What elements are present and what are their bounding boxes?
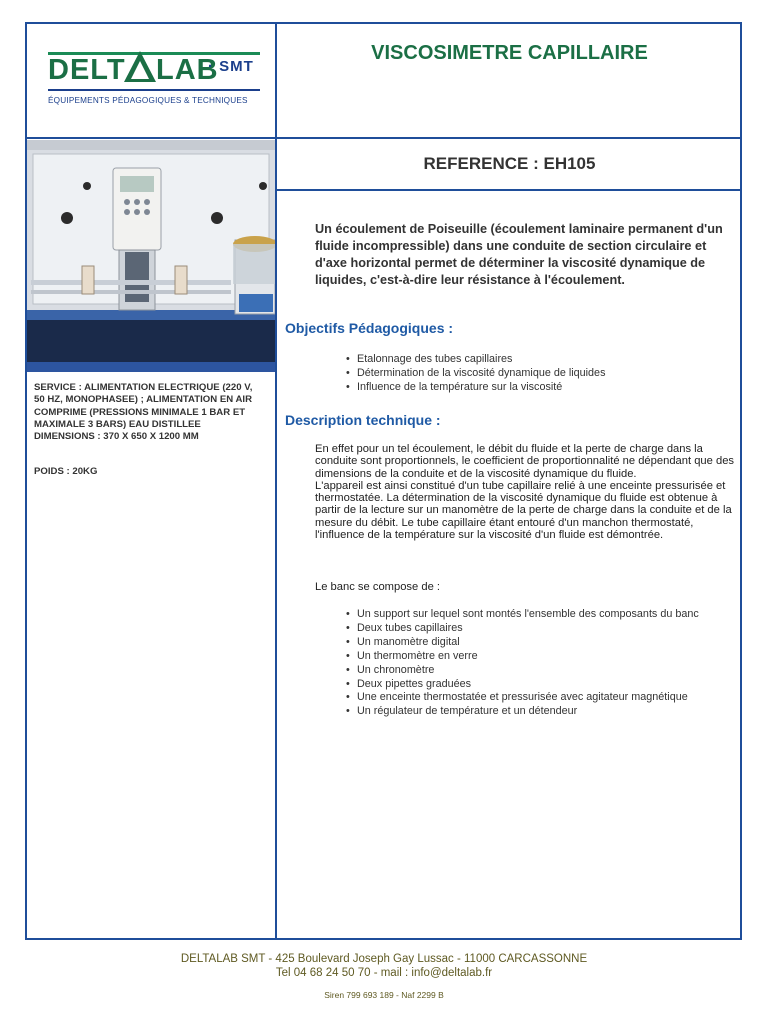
description-heading: Description technique : (285, 412, 441, 428)
objectifs-list (344, 353, 734, 395)
logo-triangle-icon (123, 49, 157, 83)
footer-contact: Tel 04 68 24 50 70 - mail : info@deltalab.fr (275, 967, 493, 979)
page-title: VISCOSIMETRE CAPILLAIRE (371, 42, 648, 64)
list-item: • Deux tubes capillaires (344, 622, 729, 636)
reference-divider (277, 189, 742, 191)
logo-wordmark (48, 55, 260, 85)
description-paragraph-1: En effet pour un tel écoulement, le débit du fluide et la perte de charge dans la conduite sont proportionnels, le coefficient de proportionnalité ne dépendant que des dimensions de la conduite et de la viscosité dynamique du fluide. (315, 443, 735, 480)
list-item: • Un régulateur de température et un détendeur (344, 705, 729, 719)
logo-word-right: LAB (156, 54, 219, 86)
list-item: • Etalonnage des tubes capillaires (344, 353, 734, 367)
document-frame (25, 22, 742, 940)
product-reference: REFERENCE : EH105 (423, 154, 596, 173)
footer-address: DELTALAB SMT - 425 Boulevard Joseph Gay Lussac - 11000 CARCASSONNE (180, 953, 588, 965)
description-paragraph-2: L'appareil est ainsi constitué d'un tube capillaire relié à une enceinte pressurisée et thermostatée. La détermination de la viscosité dynamique du fluide est obtenue à partir de la lecture sur un manomètre de la perte de charge dans la conduite et de la mesure du débit. Le tube capillaire étant entouré d'un manchon thermostaté, l'influence de la température sur la viscosité d'un fluide est démontrée. (315, 479, 732, 542)
components-list (344, 608, 729, 719)
logo-word-left: DELT (48, 54, 126, 86)
objectifs-heading: Objectifs Pédagogiques : (285, 320, 454, 336)
list-item: • Une enceinte thermostatée et pressurisée avec agitateur magnétique (344, 691, 729, 705)
deltalab-logo (48, 52, 260, 105)
compose-intro: Le banc se compose de : (315, 581, 441, 593)
intro-paragraph: Un écoulement de Poiseuille (écoulement laminaire permanent d'un fluide incompressible) dans une conduite de section circulaire et d'axe horizontal permet de déterminer la viscosité dynamique de liquides, c'est-à-dire leur résistance à l'écoulement. (315, 222, 723, 287)
list-item: • Un manomètre digital (344, 636, 729, 650)
service-specs: SERVICE : ALIMENTATION ELECTRIQUE (220 V, 50 HZ, MONOPHASEE) ; ALIMENTATION EN AIR COMPRIME (PRESSIONS MINIMALE 1 BAR ET MAXIMALE 3 BARS) EAU DISTILLEE DIMENSIONS : 370 X 650 X 1200 MM (34, 382, 253, 443)
description-text (315, 443, 735, 541)
weight-spec: POIDS : 20KG (34, 466, 98, 477)
logo-subtitle: ÉQUIPEMENTS PÉDAGOGIQUES & TECHNIQUES (48, 96, 248, 105)
product-photo (27, 140, 275, 372)
list-item: • Un chronomètre (344, 664, 729, 678)
list-item: • Deux pipettes graduées (344, 678, 729, 692)
list-item: • Un thermomètre en verre (344, 650, 729, 664)
list-item: • Un support sur lequel sont montés l'ensemble des composants du banc (344, 608, 729, 622)
list-item: • Influence de la température sur la viscosité (344, 381, 734, 395)
header-divider (27, 137, 742, 139)
logo-word-suffix: · SMT (208, 58, 254, 75)
logo-bottom-rule (48, 89, 260, 91)
list-item: • Détermination de la viscosité dynamique de liquides (344, 367, 734, 381)
footer-siren: Siren 799 693 189 - Naf 2299 B (324, 990, 444, 1000)
